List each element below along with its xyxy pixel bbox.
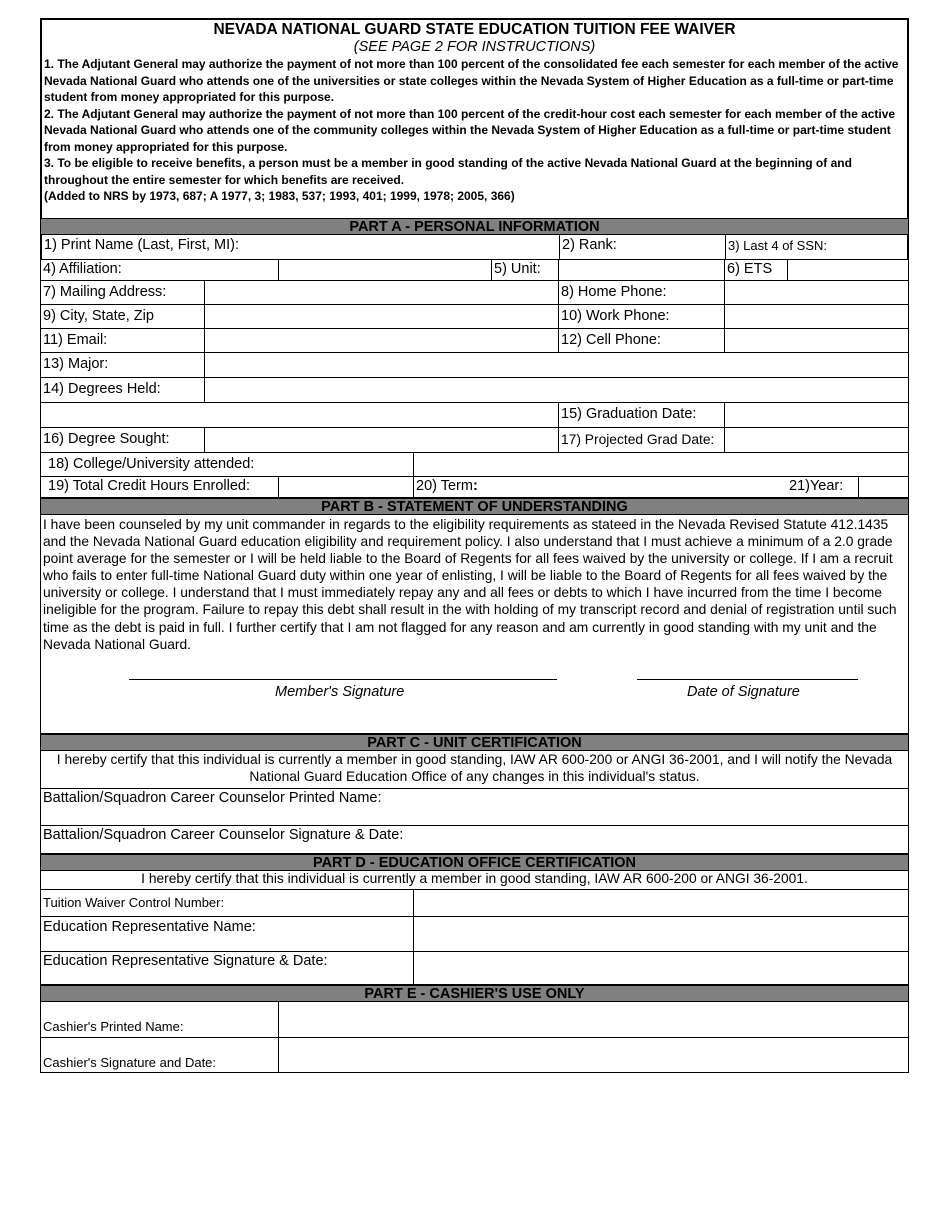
unit-certification-text: I hereby certify that this individual is currently a member in good standing, IAW AR 600-200 or ANGI 36-2001, and I will notify the Nevada National Guard Education Office of any changes in this individual's status. bbox=[56, 752, 893, 784]
field-home-phone-label-cell bbox=[558, 281, 724, 304]
field-degree-sought[interactable] bbox=[204, 428, 558, 452]
field-degrees-held-extra[interactable] bbox=[41, 403, 558, 427]
cashier-name-label-cell bbox=[41, 1002, 278, 1037]
row-affiliation bbox=[40, 260, 909, 281]
field-rep-signature[interactable] bbox=[413, 952, 908, 984]
row-degrees-held bbox=[40, 378, 909, 403]
row-degree-sought bbox=[40, 428, 909, 453]
statement-of-understanding: I have been counseled by my unit commander in regards to the eligibility requirements as stateed in the Nevada Revised Statute 412.1435 and the Nevada National Guard education eligibility and requirement policy. I also understand that I must achieve a minimum of a 2.0 grade point average for the semester or I will be held liable to the Board of Regents for all fees waived by the university or college. If I am a recruit who fails to enter full-time National Guard duty within one year of enlisting, I will be liable to the Board of Regents for all fees waived by the university or college. I understand that I must immediately repay any and all fees or debts to which I have incurred from the time I become ineligible for the program. Failure to repay this debt shall result in the with holding of my transcript record and denial of registration until such time as the debt is paid in full. I further certify that I am not flagged for any reason and am currently in good standing with my unit and the Nevada National Guard. bbox=[43, 517, 897, 652]
field-home-phone[interactable] bbox=[724, 281, 908, 304]
tuition-waiver-form bbox=[40, 18, 909, 1073]
field-major-label-cell bbox=[41, 353, 204, 377]
part-d-certification bbox=[40, 871, 909, 890]
row-major bbox=[40, 353, 909, 378]
field-college-label: 18) College/University attended: bbox=[48, 456, 255, 472]
field-email-label-cell bbox=[41, 329, 204, 352]
field-unit-label: 5) Unit: bbox=[494, 261, 541, 277]
field-work-phone[interactable] bbox=[724, 305, 908, 328]
row-mailing-address bbox=[40, 281, 909, 305]
field-term-label: 20) Term bbox=[416, 478, 473, 494]
counselor-signature-label: Battalion/Squadron Career Counselor Signature & Date: bbox=[43, 827, 404, 843]
row-college-attended bbox=[40, 453, 909, 477]
row-cashier-name bbox=[40, 1002, 909, 1038]
field-rank[interactable] bbox=[559, 235, 725, 259]
field-print-name[interactable] bbox=[42, 235, 559, 259]
statute-paragraph-3: 3. To be eligible to receive benefits, a person must be a member in good standing of the active Nevada National Guard at the beginning of and throughout the entire semester for which benefits are received. bbox=[44, 156, 852, 187]
field-year[interactable] bbox=[858, 477, 908, 497]
field-ets[interactable] bbox=[787, 260, 908, 280]
field-year-label-cell bbox=[787, 477, 858, 497]
field-term[interactable] bbox=[413, 477, 787, 497]
field-projected-grad-label: 17) Projected Grad Date: bbox=[561, 432, 715, 447]
field-cell-phone-label: 12) Cell Phone: bbox=[561, 332, 661, 348]
date-signature-label: Date of Signature bbox=[687, 684, 800, 700]
field-cashier-signature[interactable] bbox=[278, 1038, 908, 1072]
part-a-header: PART A - PERSONAL INFORMATION bbox=[40, 218, 909, 235]
statute-paragraph-2: 2. The Adjutant General may authorize the payment of not more than 100 percent of the credit-hour cost each semester for each member of the active Nevada National Guard who attends one of the community colleges within the Nevada System of Higher Education as a full-time or part-time student from money appropriated for this purpose. bbox=[44, 106, 896, 154]
education-certification-text: I hereby certify that this individual is currently a member in good standing, IAW AR 600-200 or ANGI 36-2001. bbox=[141, 871, 808, 886]
row-cashier-signature bbox=[40, 1038, 909, 1073]
control-number-label-cell bbox=[41, 890, 413, 916]
field-unit[interactable] bbox=[558, 260, 724, 280]
field-rank-label: 2) Rank: bbox=[562, 237, 617, 253]
field-city-label-cell bbox=[41, 305, 204, 328]
field-print-name-label: 1) Print Name (Last, First, MI): bbox=[44, 237, 239, 253]
field-ets-label: 6) ETS bbox=[727, 261, 773, 277]
row-counselor-name[interactable] bbox=[40, 789, 909, 826]
part-c-header: PART C - UNIT CERTIFICATION bbox=[40, 734, 909, 751]
field-projected-grad-label-cell bbox=[558, 428, 724, 452]
statute-citation: (Added to NRS by 1973, 687; A 1977, 3; 1983, 537; 1993, 401; 1999, 1978; 2005, 366) bbox=[44, 189, 515, 203]
field-degrees-held-label: 14) Degrees Held: bbox=[43, 381, 161, 397]
field-graduation-date-label-cell bbox=[558, 403, 724, 427]
cashier-name-label: Cashier's Printed Name: bbox=[43, 1019, 184, 1034]
cashier-signature-label: Cashier's Signature and Date: bbox=[43, 1055, 217, 1070]
field-ssn-label: 3) Last 4 of SSN: bbox=[728, 238, 827, 253]
field-year-label: 21)Year: bbox=[789, 478, 844, 494]
field-projected-grad-date[interactable] bbox=[724, 428, 908, 452]
member-signature-line[interactable] bbox=[129, 679, 557, 680]
field-degree-sought-label: 16) Degree Sought: bbox=[43, 431, 170, 447]
field-email-label: 11) Email: bbox=[43, 332, 108, 348]
form-header bbox=[40, 18, 909, 218]
field-unit-label-cell bbox=[491, 260, 558, 280]
row-rep-signature bbox=[40, 952, 909, 985]
form-title: NEVADA NATIONAL GUARD STATE EDUCATION TUITION FEE WAIVER bbox=[213, 21, 736, 38]
field-cell-phone[interactable] bbox=[724, 329, 908, 352]
field-mailing-address-label-cell bbox=[41, 281, 204, 304]
control-number-label: Tuition Waiver Control Number: bbox=[43, 895, 225, 910]
date-signature-line[interactable] bbox=[637, 679, 858, 680]
row-rep-name bbox=[40, 917, 909, 952]
part-b-header: PART B - STATEMENT OF UNDERSTANDING bbox=[40, 498, 909, 515]
field-city-state-zip[interactable] bbox=[204, 305, 558, 328]
field-affiliation-label: 4) Affiliation: bbox=[43, 261, 122, 277]
rep-name-label-cell bbox=[41, 917, 413, 951]
cashier-signature-label-cell bbox=[41, 1038, 278, 1072]
field-city-label: 9) City, State, Zip bbox=[43, 308, 154, 324]
field-college-label-cell bbox=[41, 453, 413, 476]
field-affiliation-label-cell bbox=[41, 260, 278, 280]
row-city-state-zip bbox=[40, 305, 909, 329]
field-mailing-address[interactable] bbox=[204, 281, 558, 304]
rep-signature-label: Education Representative Signature & Date: bbox=[43, 953, 328, 969]
row-email bbox=[40, 329, 909, 353]
row-credit-hours bbox=[40, 477, 909, 498]
row-name bbox=[40, 235, 909, 260]
field-affiliation[interactable] bbox=[278, 260, 491, 280]
counselor-name-label: Battalion/Squadron Career Counselor Printed Name: bbox=[43, 790, 382, 806]
field-rep-name[interactable] bbox=[413, 917, 908, 951]
field-cashier-name[interactable] bbox=[278, 1002, 908, 1037]
field-degrees-held-label-cell bbox=[41, 378, 204, 402]
field-ssn[interactable] bbox=[725, 235, 907, 259]
field-home-phone-label: 8) Home Phone: bbox=[561, 284, 667, 300]
row-graduation-date bbox=[40, 403, 909, 428]
field-credit-hours[interactable] bbox=[278, 477, 413, 497]
part-e-header: PART E - CASHIER'S USE ONLY bbox=[40, 985, 909, 1002]
field-term-colon: : bbox=[472, 478, 478, 494]
member-signature-label: Member's Signature bbox=[275, 684, 405, 700]
field-graduation-date-label: 15) Graduation Date: bbox=[561, 406, 697, 422]
statute-paragraph-1: 1. The Adjutant General may authorize the payment of not more than 100 percent of the consolidated fee each semester for each member of the active Nevada National Guard who attends one of the universities or state colleges within the Nevada System of Higher Education as a full-time or part-time student from money appropriated for this purpose. bbox=[44, 57, 899, 104]
rep-signature-label-cell bbox=[41, 952, 413, 984]
field-control-number[interactable] bbox=[413, 890, 908, 916]
field-major-label: 13) Major: bbox=[43, 356, 109, 372]
row-counselor-signature[interactable] bbox=[40, 826, 909, 854]
field-college-attended[interactable] bbox=[413, 453, 908, 476]
field-cell-phone-label-cell bbox=[558, 329, 724, 352]
field-credit-hours-label: 19) Total Credit Hours Enrolled: bbox=[48, 478, 251, 494]
field-work-phone-label-cell bbox=[558, 305, 724, 328]
field-ets-label-cell bbox=[724, 260, 787, 280]
rep-name-label: Education Representative Name: bbox=[43, 919, 256, 935]
field-graduation-date[interactable] bbox=[724, 403, 908, 427]
field-major[interactable] bbox=[204, 353, 908, 377]
field-degree-sought-label-cell bbox=[41, 428, 204, 452]
field-credit-hours-label-cell bbox=[41, 477, 278, 497]
part-d-header: PART D - EDUCATION OFFICE CERTIFICATION bbox=[40, 854, 909, 871]
counselor-signature-label-cell bbox=[41, 826, 908, 853]
field-degrees-held[interactable] bbox=[204, 378, 908, 402]
counselor-name-label-cell bbox=[41, 789, 908, 825]
field-email[interactable] bbox=[204, 329, 558, 352]
part-c-certification bbox=[40, 751, 909, 789]
field-mailing-address-label: 7) Mailing Address: bbox=[43, 284, 167, 300]
row-control-number bbox=[40, 890, 909, 917]
part-b-body bbox=[40, 515, 909, 734]
form-subtitle: (SEE PAGE 2 FOR INSTRUCTIONS) bbox=[353, 39, 596, 55]
field-work-phone-label: 10) Work Phone: bbox=[561, 308, 670, 324]
